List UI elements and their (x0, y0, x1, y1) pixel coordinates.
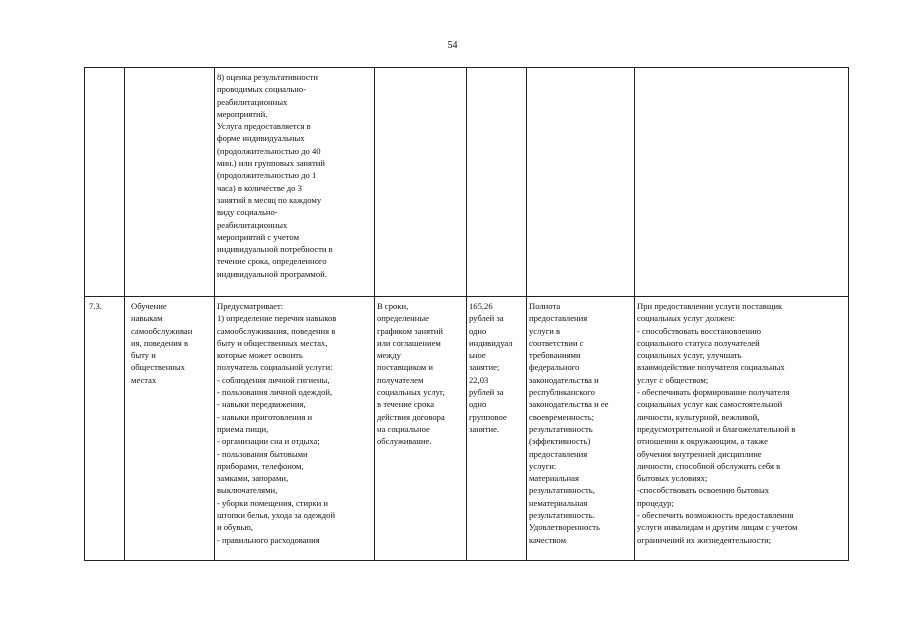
text-line: которые может освоить (217, 350, 303, 361)
text-line: на социальное (377, 423, 430, 434)
text-line: 1) определение перечня навыков (217, 313, 337, 324)
text-line: одно (469, 399, 487, 410)
text-line: замками, запорами, (217, 473, 289, 484)
cell-text (637, 300, 847, 546)
cell-service-content (215, 297, 375, 561)
text-line: республиканского (529, 387, 595, 398)
text-line: индивидуальной программой. (217, 268, 327, 279)
text-line: реабилитационных (217, 219, 288, 230)
text-line: приема пищи, (217, 423, 269, 434)
cell-tariff (467, 68, 527, 297)
text-line: проводимых социально- (217, 84, 307, 95)
text-line: - организации сна и отдыха; (217, 436, 320, 447)
text-line: мероприятий с учетом (217, 231, 300, 242)
text-line: услуги в (529, 325, 561, 336)
text-line: своевременность; (529, 411, 595, 422)
text-line: услуги: (529, 460, 557, 471)
text-line: личности, культурной, вежливой, (637, 411, 760, 422)
cell-number (85, 297, 125, 561)
cell-text (131, 300, 213, 386)
text-line: действия договора (377, 411, 445, 422)
text-line: предоставления (529, 448, 588, 459)
text-line: в течение срока (377, 399, 435, 410)
text-line: общественных (131, 362, 185, 373)
text-line: - навыки передвижения, (217, 399, 306, 410)
cell-number (85, 68, 125, 297)
cell-text (217, 300, 373, 546)
cell-indicators (527, 297, 635, 561)
text-line: обслуживание. (377, 436, 432, 447)
text-line: предоставления (529, 313, 588, 324)
text-line: социального статуса получателей (637, 337, 760, 348)
text-line: - обеспечивать формирование получателя (637, 387, 790, 398)
services-table (84, 67, 849, 561)
text-line: (продолжительностью до 40 (217, 145, 321, 156)
text-line: занятие. (469, 423, 500, 434)
text-line: и обувью, (217, 522, 253, 533)
text-line: При предоставлении услуги поставщик (637, 301, 783, 311)
text-line: -способствовать освоению бытовых (637, 485, 770, 496)
row-number: 7.3. (89, 301, 102, 311)
text-line: самообслуживания, поведения в (217, 325, 336, 336)
text-line: - пользования бытовыми (217, 448, 308, 459)
cell-text (469, 300, 525, 435)
text-line: процедур; (637, 497, 674, 508)
text-line: рублей за (469, 313, 504, 324)
text-line: индивидуал (469, 337, 513, 348)
text-line: быту и общественных местах, (217, 337, 328, 348)
cell-conditions (635, 68, 849, 297)
text-line: реабилитационных (217, 96, 288, 107)
text-line: обучения внутренней дисциплине (637, 448, 762, 459)
text-line: штопки белья, ухода за одеждой (217, 510, 336, 521)
text-line: определенные (377, 313, 429, 324)
text-line: материальная (529, 473, 579, 484)
text-line: Обучение (131, 301, 167, 311)
text-line: 22,03 (469, 374, 489, 385)
text-line: (продолжительностью до 1 (217, 170, 317, 181)
text-line: федерального (529, 362, 580, 373)
cell-service-content (215, 68, 375, 297)
text-line: - навыки приготовления и (217, 411, 313, 422)
text-line: качеством (529, 534, 567, 545)
cell-text (377, 300, 465, 448)
cell-tariff (467, 297, 527, 561)
text-line: - обеспечить возможность предоставления (637, 510, 794, 521)
text-line: соответствии с (529, 337, 584, 348)
cell-terms (375, 297, 467, 561)
text-line: течение срока, определенного (217, 256, 327, 267)
text-line: рублей за (469, 387, 504, 398)
table-row-continued (85, 68, 849, 297)
text-line: или соглашением (377, 337, 441, 348)
text-line: приборами, телефоном, (217, 460, 304, 471)
text-line: местах (131, 374, 157, 385)
cell-conditions (635, 297, 849, 561)
text-line: - способствовать восстановлению (637, 325, 762, 336)
text-line: получатель социальной услуги: (217, 362, 333, 373)
text-line: быту и (131, 350, 156, 361)
text-line: (эффективность) (529, 436, 591, 447)
cell-indicators (527, 68, 635, 297)
text-line: требованиями (529, 350, 581, 361)
cell-text (529, 300, 633, 546)
text-line: взаимодействие получателя социальных (637, 362, 785, 373)
text-line: 165,26 (469, 301, 493, 311)
text-line: личности, способной обслужить себя в (637, 460, 781, 471)
text-line: мин.) или групповых занятий (217, 158, 325, 169)
text-line: Удовлетворенность (529, 522, 600, 533)
text-line: выключателями, (217, 485, 278, 496)
text-line: ия, поведения в (131, 337, 188, 348)
text-line: одно (469, 325, 487, 336)
cell-text (217, 71, 373, 280)
text-line: ограничений их жизнедеятельности; (637, 534, 772, 545)
text-line: получателем (377, 374, 424, 385)
text-line: социальных услуг, улучшать (637, 350, 742, 361)
text-line: бытовых условиях; (637, 473, 708, 484)
text-line: - пользования личной одеждой, (217, 387, 333, 398)
text-line: социальных услуг, (377, 387, 445, 398)
text-line: - уборки помещения, стирки и (217, 497, 328, 508)
text-line: результативность. (529, 510, 595, 521)
text-line: социальных услуг должен: (637, 313, 736, 324)
text-line: В сроки, (377, 301, 409, 311)
text-line: графиком занятий (377, 325, 443, 336)
text-line: социальных услуг как самостоятельной (637, 399, 783, 410)
cell-service-name (125, 68, 215, 297)
text-line: форме индивидуальных (217, 133, 305, 144)
text-line: законодательства и ее (529, 399, 609, 410)
text-line: занятие; (469, 362, 500, 373)
text-line: групповое (469, 411, 507, 422)
text-line: ьное (469, 350, 486, 361)
text-line: отношении к окружающим, а также (637, 436, 768, 447)
text-line: индивидуальной потребности в (217, 244, 333, 255)
text-line: законодательства и (529, 374, 599, 385)
text-line: занятий в месяц по каждому (217, 194, 322, 205)
page-number: 54 (447, 40, 458, 51)
text-line: - правильного расходования (217, 534, 320, 545)
text-line: Полнота (529, 301, 561, 311)
text-line: нематериальная (529, 497, 588, 508)
text-line: услуг с обществом; (637, 374, 709, 385)
cell-service-name (125, 297, 215, 561)
text-line: мероприятий. (217, 108, 268, 119)
text-line: самообслуживан (131, 325, 193, 336)
table-row-7-3 (85, 297, 849, 561)
text-line: Предусматривает: (217, 301, 284, 311)
text-line: результативность (529, 423, 593, 434)
cell-terms (375, 68, 467, 297)
text-line: виду социально- (217, 207, 278, 218)
text-line: между (377, 350, 401, 361)
text-line: Услуга предоставляется в (217, 121, 311, 132)
text-line: услуги инвалидам и другим лицам с учетом (637, 522, 798, 533)
text-line: результативность, (529, 485, 595, 496)
text-line: 8) оценка результативности (217, 72, 318, 82)
text-line: - соблюдения личной гигиены, (217, 374, 330, 385)
text-line: поставщиком и (377, 362, 433, 373)
text-line: навыкам (131, 313, 163, 324)
text-line: часа) в количестве до 3 (217, 182, 302, 193)
text-line: предусмотрительной и благожелательной в (637, 423, 796, 434)
